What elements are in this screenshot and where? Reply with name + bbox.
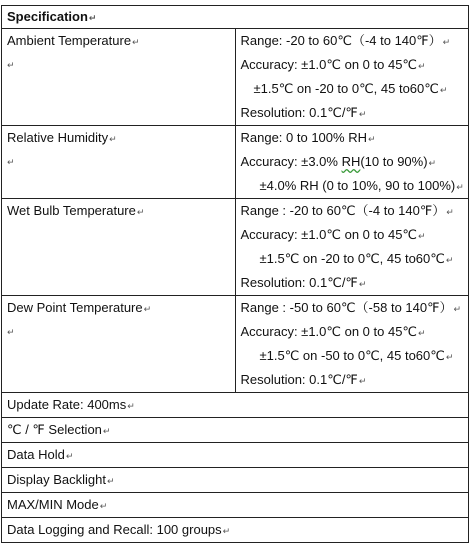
feature-text: MAX/MIN Mode↵ bbox=[7, 497, 108, 512]
resolution-text: Resolution: 0.1℃/℉↵ bbox=[240, 105, 367, 120]
paragraph-mark: ↵ bbox=[7, 327, 15, 337]
table-row-max-min-mode bbox=[2, 493, 469, 518]
row-label: Relative Humidity↵ bbox=[7, 130, 117, 145]
feature-text: Data Hold↵ bbox=[7, 447, 74, 462]
row-label: Ambient Temperature↵ bbox=[7, 33, 140, 48]
row-value-cell bbox=[235, 199, 469, 296]
table-row-ambient-temperature bbox=[2, 29, 469, 126]
table-row-display-backlight bbox=[2, 468, 469, 493]
table-row-wet-bulb-temperature bbox=[2, 199, 469, 296]
accuracy-text: Accuracy: ±1.0℃ on 0 to 45℃↵ bbox=[240, 324, 426, 339]
row-label-cell bbox=[2, 126, 236, 199]
row-label-cell bbox=[2, 29, 236, 126]
feature-text: Display Backlight↵ bbox=[7, 472, 115, 487]
range-text: Range: -20 to 60℃（-4 to 140℉）↵ bbox=[240, 33, 451, 48]
range-text: Range: 0 to 100% RH↵ bbox=[240, 130, 376, 145]
table-row-unit-selection bbox=[2, 418, 469, 443]
accuracy-text-secondary: ±4.0% RH (0 to 10%, 90 to 100%)↵ bbox=[259, 178, 464, 193]
feature-cell bbox=[2, 468, 469, 493]
row-label-cell bbox=[2, 199, 236, 296]
paragraph-mark: ↵ bbox=[7, 157, 15, 167]
row-value-cell bbox=[235, 296, 469, 393]
accuracy-text: Accuracy: ±3.0% RH(10 to 90%)↵ bbox=[240, 154, 437, 169]
row-label-cell bbox=[2, 296, 236, 393]
row-label: Wet Bulb Temperature↵ bbox=[7, 203, 145, 218]
table-row-data-logging bbox=[2, 518, 469, 543]
feature-text: ℃ / ℉ Selection↵ bbox=[7, 422, 111, 437]
row-value-cell bbox=[235, 29, 469, 126]
feature-text: Data Logging and Recall: 100 groups↵ bbox=[7, 522, 231, 537]
feature-cell bbox=[2, 518, 469, 543]
range-text: Range : -50 to 60℃（-58 to 140℉）↵ bbox=[240, 300, 462, 315]
accuracy-text-secondary: ±1.5℃ on -20 to 0℃, 45 to60℃↵ bbox=[253, 81, 448, 96]
accuracy-text: Accuracy: ±1.0℃ on 0 to 45℃↵ bbox=[240, 57, 426, 72]
accuracy-text: Accuracy: ±1.0℃ on 0 to 45℃↵ bbox=[240, 227, 426, 242]
accuracy-text-secondary: ±1.5℃ on -20 to 0℃, 45 to60℃↵ bbox=[259, 251, 454, 266]
range-text: Range : -20 to 60℃（-4 to 140℉）↵ bbox=[240, 203, 454, 218]
feature-cell bbox=[2, 443, 469, 468]
table-row-dew-point-temperature bbox=[2, 296, 469, 393]
header-row bbox=[2, 6, 469, 29]
feature-cell bbox=[2, 418, 469, 443]
feature-text: Update Rate: 400ms↵ bbox=[7, 397, 135, 412]
resolution-text: Resolution: 0.1℃/℉↵ bbox=[240, 372, 367, 387]
table-row-data-hold bbox=[2, 443, 469, 468]
specification-table bbox=[1, 5, 469, 543]
feature-cell bbox=[2, 393, 469, 418]
resolution-text: Resolution: 0.1℃/℉↵ bbox=[240, 275, 367, 290]
row-value-cell bbox=[235, 126, 469, 199]
table-row-relative-humidity bbox=[2, 126, 469, 199]
accuracy-text-secondary: ±1.5℃ on -50 to 0℃, 45 to60℃↵ bbox=[259, 348, 454, 363]
feature-cell bbox=[2, 493, 469, 518]
row-label: Dew Point Temperature↵ bbox=[7, 300, 152, 315]
paragraph-mark: ↵ bbox=[7, 60, 15, 70]
table-title: Specification↵ bbox=[7, 9, 97, 24]
table-row-update-rate bbox=[2, 393, 469, 418]
spellcheck-flagged-word: RH bbox=[341, 154, 361, 169]
header-cell bbox=[2, 6, 469, 29]
